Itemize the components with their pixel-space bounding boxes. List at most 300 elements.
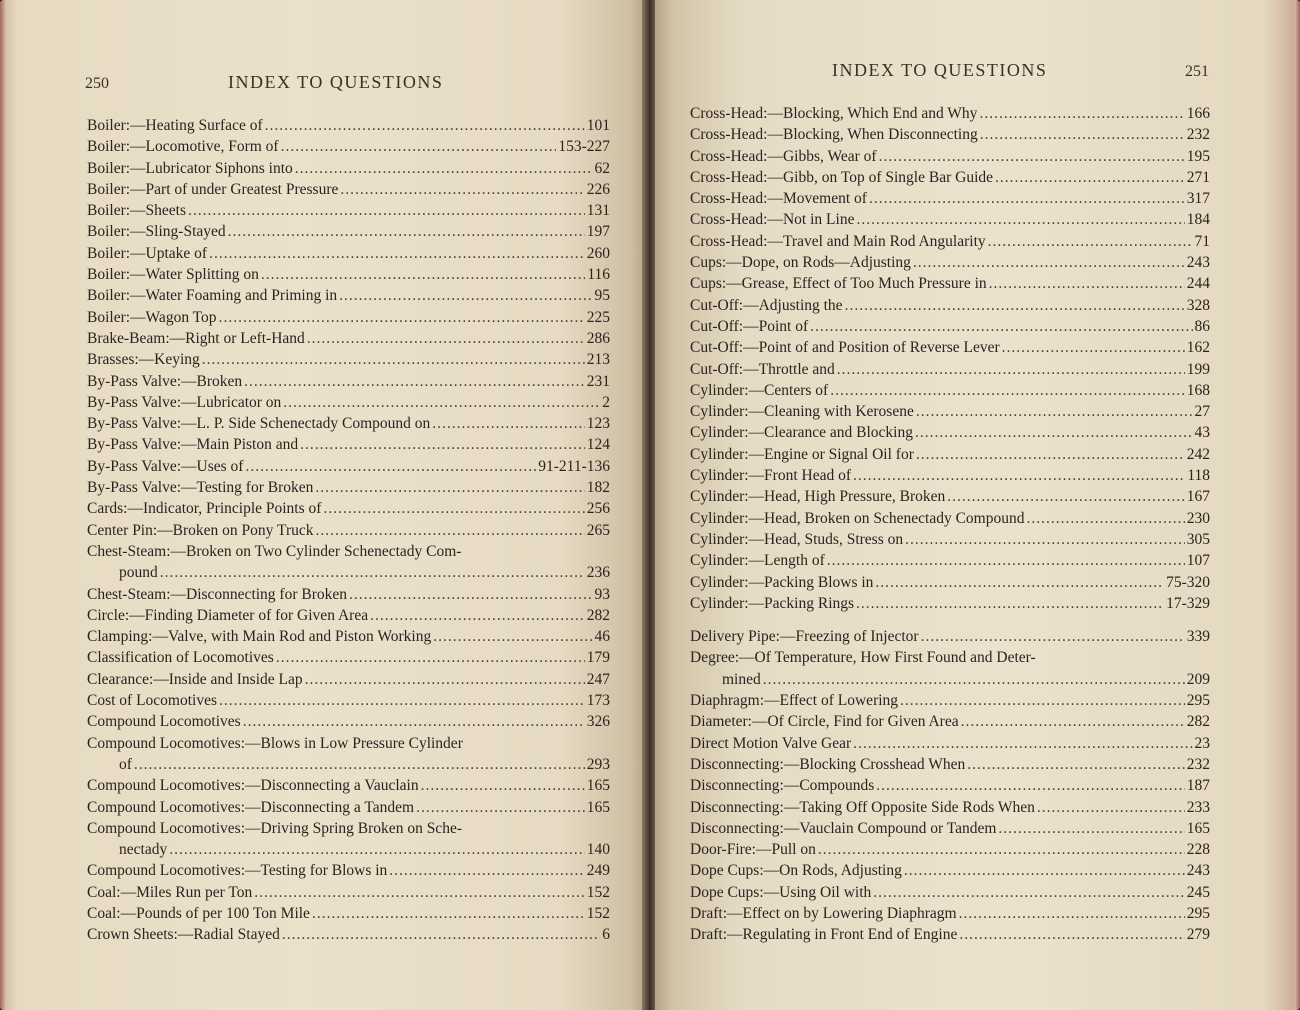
index-entry bbox=[690, 818, 1210, 839]
index-entry-text: Boiler:—Wagon Top bbox=[87, 308, 217, 326]
leader-dots bbox=[265, 115, 585, 136]
index-entry-text: By-Pass Valve:—Main Piston and bbox=[87, 436, 299, 454]
index-entry bbox=[690, 924, 1210, 945]
index-page-ref: 93 bbox=[594, 585, 610, 603]
left-page bbox=[0, 0, 645, 1010]
index-page-ref: 244 bbox=[1186, 275, 1210, 293]
index-entry-text: Compound Locomotives:—Testing for Blows in bbox=[87, 862, 388, 880]
leader-dots bbox=[421, 775, 585, 796]
index-page-ref: 339 bbox=[1186, 628, 1210, 646]
leader-dots bbox=[876, 775, 1184, 796]
index-entry-text: Boiler:—Locomotive, Form of bbox=[87, 138, 279, 156]
leader-dots bbox=[900, 690, 1185, 711]
leader-dots bbox=[967, 754, 1185, 775]
index-entry-text: By-Pass Valve:—Broken bbox=[87, 372, 243, 390]
index-page-ref: 162 bbox=[1186, 339, 1210, 357]
index-entry-text: Boiler:—Sling-Stayed bbox=[87, 223, 226, 241]
index-entry-text: By-Pass Valve:—Uses of bbox=[87, 457, 244, 475]
index-page-ref: 123 bbox=[586, 415, 610, 433]
index-entry bbox=[87, 711, 610, 732]
index-page-ref: 197 bbox=[586, 223, 610, 241]
index-page-ref: 232 bbox=[1186, 755, 1210, 773]
index-entry bbox=[87, 860, 610, 881]
index-page-ref: 46 bbox=[594, 628, 610, 646]
leader-dots bbox=[856, 209, 1184, 230]
index-page-ref: 199 bbox=[1186, 360, 1210, 378]
index-page-ref: 226 bbox=[586, 180, 610, 198]
leader-dots bbox=[913, 252, 1185, 273]
index-entry bbox=[87, 647, 610, 668]
page-header: INDEX TO QUESTIONS bbox=[228, 72, 444, 92]
leader-dots bbox=[961, 711, 1185, 732]
index-entry-text: Cut-Off:—Throttle and bbox=[690, 360, 835, 378]
index-page-ref: 256 bbox=[586, 500, 610, 518]
index-page-ref: 131 bbox=[586, 202, 610, 220]
leader-dots bbox=[283, 392, 600, 413]
index-entry bbox=[690, 465, 1210, 486]
index-entry-text: Cut-Off:—Adjusting the bbox=[690, 296, 843, 314]
leader-dots bbox=[312, 903, 585, 924]
index-entry bbox=[690, 295, 1210, 316]
index-page-ref: 305 bbox=[1186, 530, 1210, 548]
index-entry-text: By-Pass Valve:—Testing for Broken bbox=[87, 479, 314, 497]
leader-dots bbox=[879, 146, 1185, 167]
index-page-ref: 295 bbox=[1186, 692, 1210, 710]
index-entry bbox=[690, 593, 1210, 614]
index-page-ref: 86 bbox=[1194, 317, 1210, 335]
leader-dots bbox=[959, 903, 1185, 924]
index-entry-text: Brasses:—Keying bbox=[87, 351, 200, 369]
index-entry bbox=[690, 401, 1210, 422]
index-page-ref: 242 bbox=[1186, 445, 1210, 463]
index-page-ref: 166 bbox=[1186, 105, 1210, 122]
index-page-ref: 165 bbox=[586, 798, 610, 816]
index-entry-text: Disconnecting:—Vauclain Compound or Tandem bbox=[690, 819, 997, 837]
leader-dots bbox=[837, 359, 1185, 380]
leader-dots bbox=[169, 839, 585, 860]
index-entry bbox=[690, 711, 1210, 732]
index-entry bbox=[87, 434, 610, 455]
index-entry bbox=[690, 690, 1210, 711]
leader-dots bbox=[998, 818, 1184, 839]
index-entry-text: Cylinder:—Head, Broken on Schenectady Compound bbox=[690, 509, 1025, 527]
index-page-ref: 236 bbox=[586, 564, 610, 582]
index-entry bbox=[87, 839, 610, 860]
leader-dots bbox=[830, 380, 1185, 401]
index-entry-text: Compound Locomotives:—Disconnecting a Vauclain bbox=[87, 777, 419, 795]
page-header: INDEX TO QUESTIONS bbox=[832, 60, 1048, 80]
leader-dots bbox=[339, 285, 592, 306]
index-entry bbox=[87, 754, 610, 775]
index-entry bbox=[690, 486, 1210, 507]
leader-dots bbox=[433, 626, 592, 647]
index-entry bbox=[690, 359, 1210, 380]
leader-dots bbox=[905, 529, 1185, 550]
leader-dots bbox=[276, 647, 585, 668]
index-entry bbox=[87, 349, 610, 370]
index-entry bbox=[690, 903, 1210, 924]
leader-dots bbox=[134, 754, 585, 775]
index-page-ref: 282 bbox=[586, 606, 610, 624]
index-entry bbox=[87, 136, 610, 157]
index-page-ref: 101 bbox=[586, 117, 610, 134]
index-page-ref: 279 bbox=[1186, 926, 1210, 944]
leader-dots bbox=[219, 307, 585, 328]
leader-dots bbox=[988, 231, 1193, 252]
index-page-ref: 271 bbox=[1186, 168, 1210, 186]
index-page-ref: 165 bbox=[586, 777, 610, 795]
leader-dots bbox=[810, 316, 1192, 337]
index-entry-text: Cross-Head:—Not in Line bbox=[690, 211, 855, 229]
index-page-ref: 118 bbox=[1187, 467, 1210, 485]
index-page-ref: 152 bbox=[586, 883, 610, 901]
index-entry bbox=[690, 733, 1210, 754]
index-entry bbox=[690, 754, 1210, 775]
index-entry bbox=[87, 477, 610, 498]
cover-edge bbox=[1294, 0, 1300, 1010]
index-entry-text: Boiler:—Sheets bbox=[87, 202, 187, 220]
index-entry bbox=[87, 371, 610, 392]
index-entry-text: Clearance:—Inside and Inside Lap bbox=[87, 670, 303, 688]
index-entry-text: Door-Fire:—Pull on bbox=[690, 841, 816, 859]
index-entry bbox=[690, 572, 1210, 593]
index-page-ref: 225 bbox=[586, 308, 610, 326]
leader-dots bbox=[1037, 797, 1185, 818]
leader-dots bbox=[853, 465, 1185, 486]
index-entry-text: Disconnecting:—Compounds bbox=[690, 777, 875, 795]
index-entry-text: Chest-Steam:—Disconnecting for Broken bbox=[87, 585, 348, 603]
index-entry-text: Coal:—Miles Run per Ton bbox=[87, 883, 253, 901]
index-page-ref: 231 bbox=[586, 372, 610, 390]
index-page-ref: 233 bbox=[1186, 798, 1210, 816]
index-page-ref: 116 bbox=[587, 266, 610, 284]
index-entry-text: Diameter:—Of Circle, Find for Given Area bbox=[690, 713, 959, 731]
index-entry-text: Draft:—Regulating in Front End of Engine bbox=[690, 926, 958, 944]
index-entry-text: Compound Locomotives:—Blows in Low Pressure Cylinder bbox=[87, 734, 463, 752]
index-page-ref: 43 bbox=[1194, 424, 1210, 442]
leader-dots bbox=[432, 413, 584, 434]
leader-dots bbox=[979, 103, 1184, 124]
index-entry-text: Cut-Off:—Point of and Position of Reverse Lever bbox=[690, 339, 1000, 357]
index-entry-text: Cross-Head:—Gibb, on Top of Single Bar Guide bbox=[690, 168, 993, 186]
index-page-ref: 152 bbox=[586, 904, 610, 922]
index-entry-text: Cylinder:—Front Head of bbox=[690, 467, 852, 485]
index-page-ref: 328 bbox=[1186, 296, 1210, 314]
index-page-ref: 213 bbox=[586, 351, 610, 369]
leader-dots bbox=[856, 593, 1164, 614]
leader-dots bbox=[827, 550, 1185, 571]
index-entry-text: Cards:—Indicator, Principle Points of bbox=[87, 500, 322, 518]
index-entry-text: Draft:—Effect on by Lowering Diaphragm bbox=[690, 904, 957, 922]
index-entry bbox=[690, 444, 1210, 465]
leader-dots bbox=[1026, 508, 1184, 529]
index-entry bbox=[690, 188, 1210, 209]
index-entry bbox=[690, 860, 1210, 881]
leader-dots bbox=[416, 797, 585, 818]
index-entry bbox=[87, 797, 610, 818]
index-page-ref: 228 bbox=[1186, 841, 1210, 859]
leader-dots bbox=[323, 498, 584, 519]
index-entry-text: Clamping:—Valve, with Main Rod and Piston Working bbox=[87, 628, 432, 646]
page-number: 251 bbox=[1185, 63, 1209, 80]
index-entry-text: Coal:—Pounds of per 100 Ton Mile bbox=[87, 904, 310, 922]
index-page-ref: 243 bbox=[1186, 254, 1210, 272]
index-entry bbox=[690, 209, 1210, 230]
leader-dots bbox=[853, 733, 1192, 754]
index-entry bbox=[87, 562, 610, 583]
index-page-ref: 182 bbox=[586, 479, 610, 497]
index-page-ref: 260 bbox=[586, 244, 610, 262]
leader-dots bbox=[244, 371, 585, 392]
index-entry-text: Diaphragm:—Effect of Lowering bbox=[690, 692, 899, 710]
index-page-ref: 295 bbox=[1186, 904, 1210, 922]
index-entry-continuation: nectady bbox=[119, 841, 168, 859]
index-page-ref: 286 bbox=[586, 329, 610, 347]
index-entry-text: Cross-Head:—Gibbs, Wear of bbox=[690, 147, 877, 165]
index-page-ref: 326 bbox=[586, 713, 610, 731]
leader-dots bbox=[202, 349, 585, 370]
index-entry-text: Brake-Beam:—Right or Left-Hand bbox=[87, 329, 305, 347]
index-entry bbox=[690, 124, 1210, 145]
index-entry bbox=[690, 626, 1210, 647]
index-entry bbox=[87, 924, 610, 945]
index-entry-text: Cylinder:—Packing Blows in bbox=[690, 573, 874, 591]
index-page-ref: 243 bbox=[1186, 862, 1210, 880]
index-entry bbox=[690, 508, 1210, 529]
leader-dots bbox=[315, 477, 584, 498]
index-entry-text: By-Pass Valve:—L. P. Side Schenectady Compound on bbox=[87, 415, 431, 433]
index-entry bbox=[87, 221, 610, 242]
index-entry bbox=[87, 264, 610, 285]
index-page-ref: 265 bbox=[586, 521, 610, 539]
leader-dots bbox=[980, 124, 1185, 145]
index-entry bbox=[690, 252, 1210, 273]
leader-dots bbox=[959, 924, 1184, 945]
index-entry-text: Cylinder:—Clearance and Blocking bbox=[690, 424, 913, 442]
index-entry bbox=[87, 392, 610, 413]
section-gap bbox=[690, 614, 1210, 626]
leader-dots bbox=[300, 434, 585, 455]
index-entry-text: Delivery Pipe:—Freezing of Injector bbox=[690, 628, 919, 646]
leader-dots bbox=[818, 839, 1185, 860]
index-page-ref: 17-329 bbox=[1166, 594, 1210, 612]
index-entry bbox=[690, 380, 1210, 401]
index-entry-text: Cross-Head:—Blocking, When Disconnecting bbox=[690, 126, 978, 144]
index-page-ref: 75-320 bbox=[1166, 573, 1210, 591]
index-entry-text: Compound Locomotives bbox=[87, 713, 241, 731]
leader-dots bbox=[995, 167, 1185, 188]
index-page-ref: 95 bbox=[594, 287, 610, 305]
index-page-ref: 6 bbox=[602, 926, 610, 944]
leader-dots bbox=[845, 295, 1185, 316]
index-entry bbox=[87, 903, 610, 924]
index-entry-text: Dope Cups:—On Rods, Adjusting bbox=[690, 862, 902, 880]
leader-dots bbox=[209, 243, 585, 264]
index-entry bbox=[690, 167, 1210, 188]
index-page-ref: 124 bbox=[586, 436, 610, 454]
index-entry-text: Cylinder:—Head, High Pressure, Broken bbox=[690, 488, 946, 506]
leader-dots bbox=[281, 136, 557, 157]
index-page-ref: 167 bbox=[1186, 488, 1210, 506]
index-entry-text: Cost of Locomotives bbox=[87, 692, 218, 710]
leader-dots bbox=[315, 520, 584, 541]
index-entry-continuation: of bbox=[119, 755, 132, 773]
index-page-ref: 317 bbox=[1186, 190, 1210, 208]
index-entry-text: Dope Cups:—Using Oil with bbox=[690, 883, 872, 901]
leader-dots bbox=[282, 924, 600, 945]
leader-dots bbox=[921, 626, 1185, 647]
index-entry bbox=[87, 456, 610, 477]
index-entry bbox=[690, 103, 1210, 124]
index-entry-continuation: mined bbox=[722, 670, 761, 688]
index-entry-text: Cut-Off:—Point of bbox=[690, 317, 809, 335]
index-entry bbox=[690, 231, 1210, 252]
index-list bbox=[690, 103, 1210, 946]
leader-dots bbox=[228, 221, 585, 242]
index-page-ref: 184 bbox=[1186, 211, 1210, 229]
leader-dots bbox=[1002, 337, 1185, 358]
index-entry bbox=[87, 115, 610, 136]
index-page-ref: 232 bbox=[1186, 126, 1210, 144]
index-entry-text: Cross-Head:—Movement of bbox=[690, 190, 867, 208]
cover-edge bbox=[0, 0, 6, 1010]
leader-dots bbox=[295, 158, 593, 179]
index-entry-text: Chest-Steam:—Broken on Two Cylinder Schenectady Com- bbox=[87, 542, 462, 560]
index-entry bbox=[87, 669, 610, 690]
index-entry-text: Boiler:—Lubricator Siphons into bbox=[87, 159, 293, 177]
right-page bbox=[655, 0, 1300, 1010]
index-entry-text: Center Pin:—Broken on Pony Truck bbox=[87, 521, 314, 539]
index-page-ref: 71 bbox=[1194, 232, 1210, 250]
index-entry bbox=[87, 605, 610, 626]
index-page-ref: 282 bbox=[1186, 713, 1210, 731]
leader-dots bbox=[763, 669, 1185, 690]
index-entry-text: By-Pass Valve:—Lubricator on bbox=[87, 393, 282, 411]
leader-dots bbox=[916, 401, 1193, 422]
index-page-ref: 173 bbox=[586, 692, 610, 710]
index-entry-text: Boiler:—Water Foaming and Priming in bbox=[87, 287, 338, 305]
leader-dots bbox=[904, 860, 1185, 881]
index-entry-text: Cups:—Dope, on Rods—Adjusting bbox=[690, 254, 911, 272]
leader-dots bbox=[370, 605, 585, 626]
index-entry-text: Compound Locomotives:—Disconnecting a Tandem bbox=[87, 798, 415, 816]
leader-dots bbox=[160, 562, 585, 583]
index-entry bbox=[690, 775, 1210, 796]
index-page-ref: 187 bbox=[1186, 777, 1210, 795]
index-entry bbox=[690, 839, 1210, 860]
index-entry-text: Cups:—Grease, Effect of Too Much Pressure in bbox=[690, 275, 987, 293]
index-entry bbox=[690, 797, 1210, 818]
index-entry bbox=[87, 626, 610, 647]
index-page-ref: 91-211-136 bbox=[538, 457, 610, 475]
index-page-ref: 140 bbox=[586, 841, 610, 859]
index-page-ref: 179 bbox=[586, 649, 610, 667]
leader-dots bbox=[340, 179, 584, 200]
index-entry bbox=[690, 669, 1210, 690]
page-number: 250 bbox=[85, 75, 109, 92]
index-entry bbox=[690, 146, 1210, 167]
index-entry-text: Disconnecting:—Taking Off Opposite Side Rods When bbox=[690, 798, 1035, 816]
index-page-ref: 209 bbox=[1186, 670, 1210, 688]
index-entry bbox=[690, 422, 1210, 443]
leader-dots bbox=[307, 328, 585, 349]
index-entry bbox=[87, 285, 610, 306]
index-page-ref: 27 bbox=[1194, 403, 1210, 421]
index-entry bbox=[87, 200, 610, 221]
index-entry-text: Compound Locomotives:—Driving Spring Broken on Sche- bbox=[87, 819, 462, 837]
index-entry bbox=[690, 529, 1210, 550]
index-page-ref: 230 bbox=[1186, 509, 1210, 527]
leader-dots bbox=[305, 669, 585, 690]
index-entry-text: Crown Sheets:—Radial Stayed bbox=[87, 926, 280, 944]
index-entry-text: Cylinder:—Packing Rings bbox=[690, 594, 855, 612]
leader-dots bbox=[915, 422, 1193, 443]
index-entry-text: Classification of Locomotives bbox=[87, 649, 274, 667]
index-entry-text: Direct Motion Valve Gear bbox=[690, 734, 852, 752]
index-page-ref: 153-227 bbox=[558, 138, 610, 156]
index-entry-text: Boiler:—Heating Surface of bbox=[87, 117, 263, 134]
index-entry-text: Boiler:—Water Splitting on bbox=[87, 266, 259, 284]
index-list bbox=[87, 115, 610, 946]
index-page-ref: 107 bbox=[1186, 552, 1210, 570]
leader-dots bbox=[875, 572, 1164, 593]
index-entry bbox=[690, 550, 1210, 571]
leader-dots bbox=[243, 711, 585, 732]
index-entry-text: Boiler:—Part of under Greatest Pressure bbox=[87, 180, 339, 198]
index-page-ref: 245 bbox=[1186, 883, 1210, 901]
index-entry-text: Cylinder:—Head, Studs, Stress on bbox=[690, 530, 904, 548]
index-page-ref: 23 bbox=[1194, 734, 1210, 752]
leader-dots bbox=[916, 444, 1185, 465]
index-entry bbox=[87, 243, 610, 264]
leader-dots bbox=[349, 584, 592, 605]
leader-dots bbox=[188, 200, 585, 221]
index-entry bbox=[690, 316, 1210, 337]
index-entry bbox=[87, 882, 610, 903]
index-page-ref: 165 bbox=[1186, 819, 1210, 837]
leader-dots bbox=[947, 486, 1184, 507]
index-entry bbox=[87, 690, 610, 711]
index-entry bbox=[690, 882, 1210, 903]
index-page-ref: 249 bbox=[586, 862, 610, 880]
index-entry bbox=[87, 413, 610, 434]
index-entry-text: Disconnecting:—Blocking Crosshead When bbox=[690, 755, 966, 773]
index-entry-text: Cylinder:—Cleaning with Kerosene bbox=[690, 403, 914, 421]
index-entry bbox=[690, 273, 1210, 294]
leader-dots bbox=[254, 882, 585, 903]
index-page-ref: 293 bbox=[586, 755, 610, 773]
index-entry-text: Cylinder:—Centers of bbox=[690, 381, 829, 399]
index-entry bbox=[87, 584, 610, 605]
index-entry bbox=[87, 328, 610, 349]
index-entry-text: Cylinder:—Engine or Signal Oil for bbox=[690, 445, 914, 463]
leader-dots bbox=[261, 264, 585, 285]
index-entry bbox=[87, 520, 610, 541]
index-page-ref: 247 bbox=[586, 670, 610, 688]
index-page-ref: 195 bbox=[1186, 147, 1210, 165]
index-entry bbox=[87, 498, 610, 519]
leader-dots bbox=[389, 860, 584, 881]
index-entry-continuation: pound bbox=[119, 564, 158, 582]
index-entry bbox=[87, 775, 610, 796]
index-entry-text: Cross-Head:—Blocking, Which End and Why bbox=[690, 105, 978, 122]
leader-dots bbox=[245, 456, 536, 477]
index-page-ref: 62 bbox=[594, 159, 610, 177]
index-entry-text: Degree:—Of Temperature, How First Found and Deter- bbox=[690, 649, 1036, 667]
leader-dots bbox=[869, 188, 1185, 209]
leader-dots bbox=[989, 273, 1185, 294]
index-entry-text: Cross-Head:—Travel and Main Rod Angularity bbox=[690, 232, 986, 250]
